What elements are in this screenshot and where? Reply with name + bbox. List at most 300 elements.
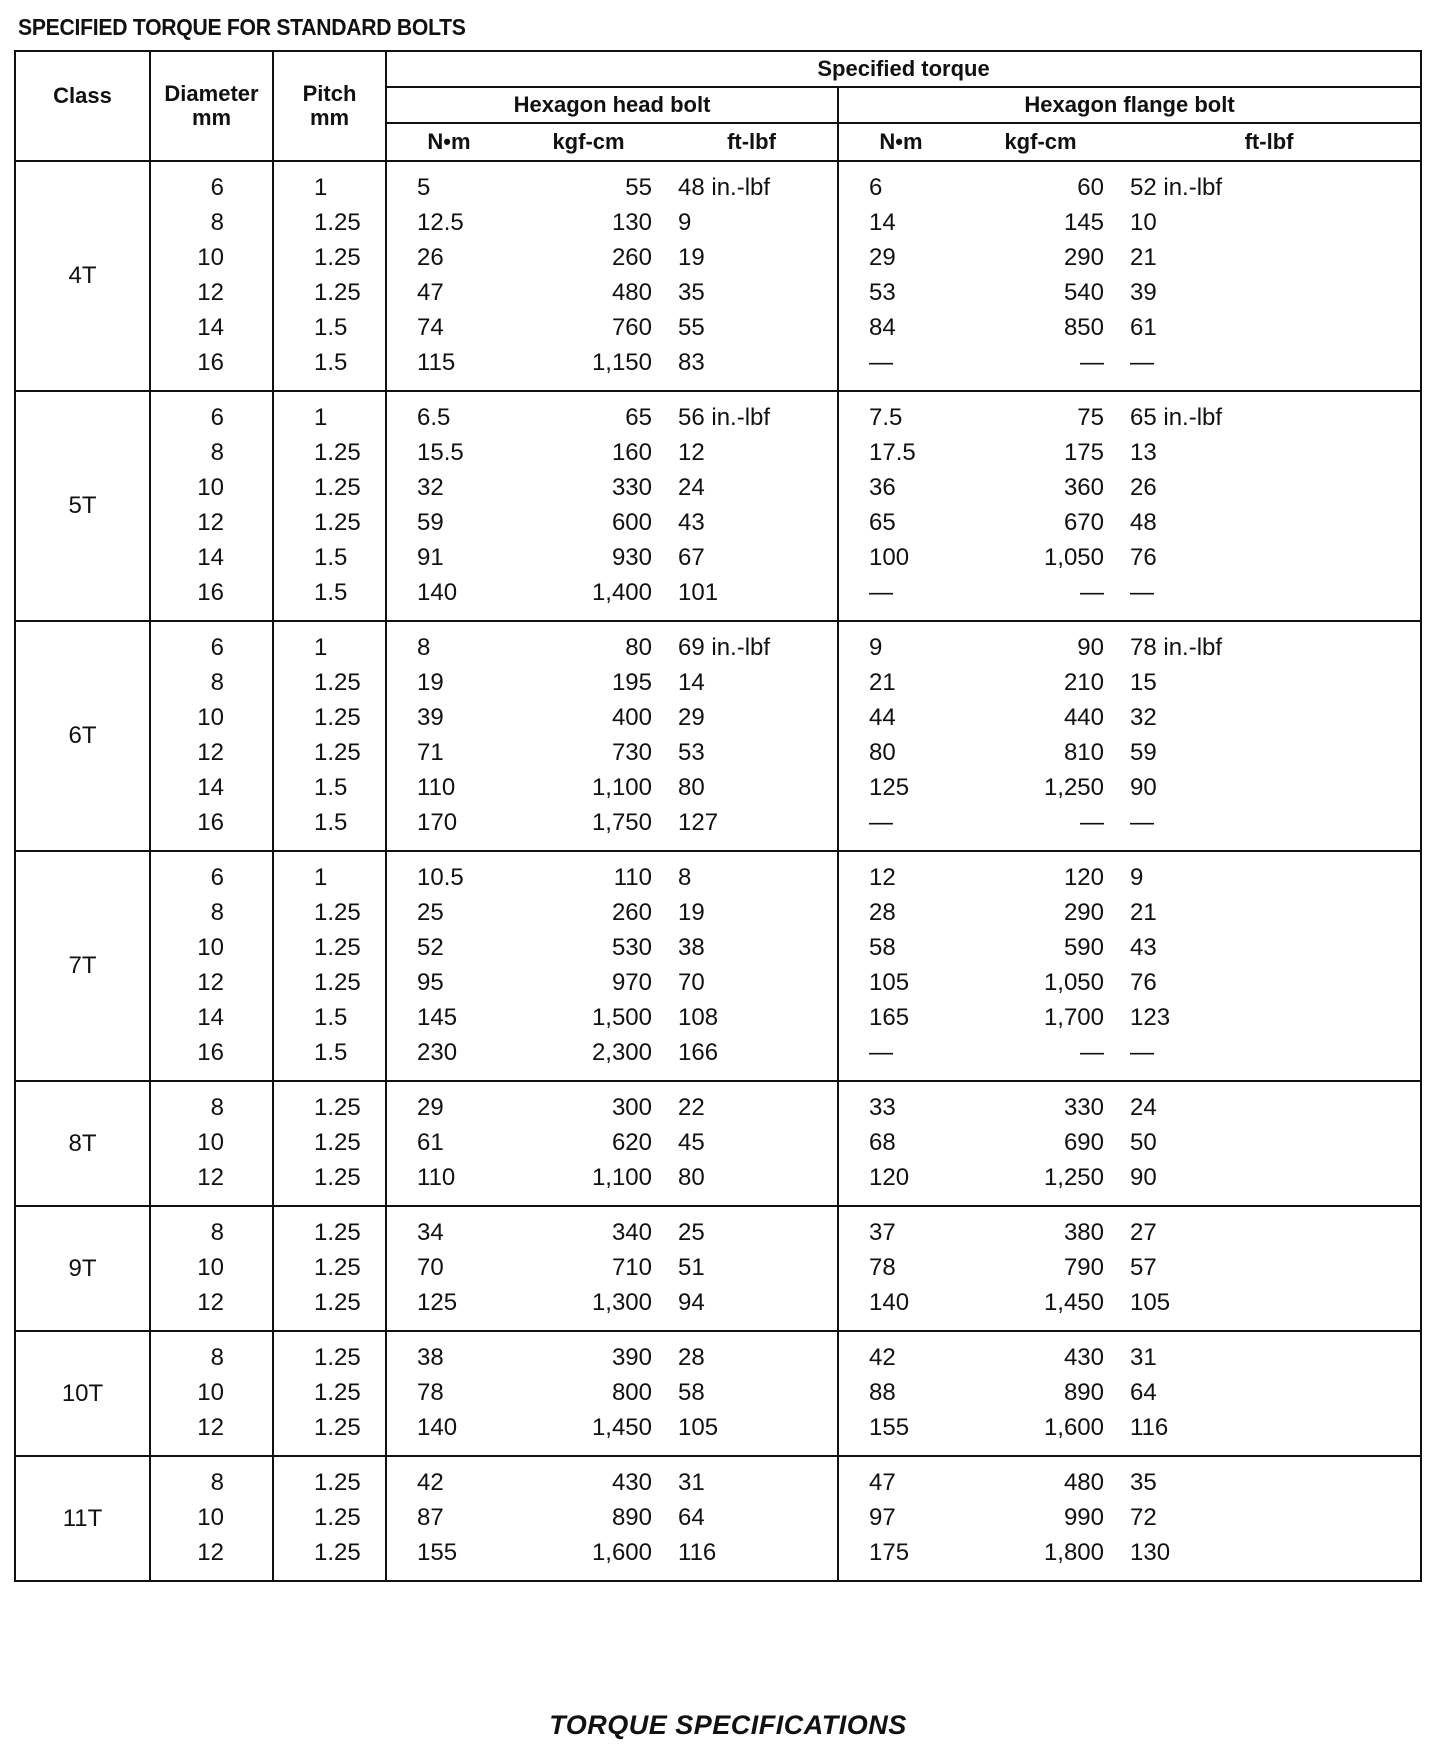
flange-ft-value: 43 [1130, 934, 1157, 961]
head-kgf-value: 80 [625, 634, 652, 661]
flange-nm-value: 78 [869, 1254, 896, 1281]
flange-nm-value: 12 [869, 864, 896, 891]
head-kgf-value: 65 [625, 404, 652, 431]
flange-kgf-value: — [1080, 349, 1104, 376]
diameter-column-cell [150, 1456, 273, 1581]
header-hex-head-bolt: Hexagon head bolt [386, 87, 838, 123]
flange-nm-value: 21 [869, 669, 896, 696]
head-kgf-value: 1,150 [591, 349, 652, 376]
head-kgf-value: 730 [611, 739, 652, 766]
diameter-column-cell [150, 621, 273, 851]
head-nm-value: 19 [417, 669, 444, 696]
flange-kgf-value: 430 [1063, 1344, 1104, 1371]
flange-nm-value: 36 [869, 474, 896, 501]
flange-ft-value: — [1130, 809, 1154, 836]
head-kgf-value: 195 [611, 669, 652, 696]
pitch-value: 1.5 [314, 1004, 348, 1031]
flange-kgf-column-cell [963, 1456, 1118, 1581]
flange-ft-column-cell [1118, 1206, 1421, 1331]
flange-kgf-column-cell [963, 161, 1118, 391]
pitch-value: 1.25 [314, 739, 361, 766]
page-title: SPECIFIED TORQUE FOR STANDARD BOLTS [18, 14, 466, 40]
pitch-value: 1.25 [314, 209, 361, 236]
head-kgf-value: 110 [613, 864, 652, 891]
head-ft-value: 31 [678, 1469, 705, 1496]
flange-ft-value: 57 [1130, 1254, 1157, 1281]
flange-ft-value: 52 in.-lbf [1130, 174, 1223, 201]
diameter-value: 8 [210, 209, 224, 236]
flange-kgf-value: 120 [1063, 864, 1104, 891]
pitch-value: 1.25 [314, 439, 361, 466]
diameter-value: 16 [197, 579, 224, 606]
flange-nm-value: — [869, 349, 893, 376]
header-diameter-label: Diameter [164, 80, 259, 106]
head-kgf-value: 1,300 [591, 1289, 652, 1316]
class-group-row [15, 621, 1421, 851]
head-ft-value: 80 [678, 1164, 705, 1191]
head-nm-value: 125 [417, 1289, 458, 1316]
flange-nm-value: 53 [869, 279, 896, 306]
head-kgf-value: 890 [611, 1504, 652, 1531]
head-kgf-column-cell [511, 1456, 666, 1581]
pitch-value: 1.25 [314, 1469, 361, 1496]
flange-kgf-value: 1,250 [1043, 1164, 1104, 1191]
flange-ft-value: 61 [1130, 314, 1157, 341]
head-ft-column-cell [666, 161, 838, 391]
head-kgf-value: 2,300 [591, 1039, 652, 1066]
pitch-value: 1.5 [314, 544, 348, 571]
class-cell: 8T [15, 1081, 150, 1206]
diameter-value: 12 [197, 509, 224, 536]
head-nm-column-cell [386, 161, 511, 391]
flange-nm-column-cell [838, 1456, 963, 1581]
flange-ft-value: — [1130, 349, 1154, 376]
diameter-column-cell [150, 851, 273, 1081]
pitch-value: 1.5 [314, 774, 348, 801]
header-class-label: Class [53, 82, 112, 108]
flange-kgf-value: 1,050 [1043, 969, 1104, 996]
head-nm-value: 12.5 [417, 209, 464, 236]
flange-ft-value: 116 [1130, 1414, 1169, 1441]
flange-nm-value: — [869, 579, 893, 606]
head-nm-value: 230 [417, 1039, 458, 1066]
head-kgf-value: 1,100 [591, 1164, 652, 1191]
diameter-value: 10 [197, 244, 224, 271]
pitch-value: 1.25 [314, 1094, 361, 1121]
pitch-value: 1.5 [314, 349, 348, 376]
head-ft-value: 64 [678, 1504, 705, 1531]
flange-nm-value: 58 [869, 934, 896, 961]
flange-ft-column-cell [1118, 1081, 1421, 1206]
head-kgf-value: 55 [625, 174, 652, 201]
pitch-value: 1 [314, 174, 328, 201]
flange-nm-value: — [869, 809, 893, 836]
diameter-column-cell [150, 1331, 273, 1456]
pitch-value: 1.25 [314, 934, 361, 961]
pitch-value: 1 [314, 634, 328, 661]
head-ft-column-cell [666, 1081, 838, 1206]
head-kgf-column-cell [511, 161, 666, 391]
head-ft-value: 25 [678, 1219, 705, 1246]
flange-kgf-value: 1,250 [1043, 774, 1104, 801]
pitch-value: 1.5 [314, 314, 348, 341]
head-nm-column-cell [386, 851, 511, 1081]
diameter-value: 10 [197, 1254, 224, 1281]
flange-ft-value: 90 [1130, 1164, 1157, 1191]
head-nm-value: 34 [417, 1219, 444, 1246]
head-kgf-value: 760 [611, 314, 652, 341]
head-nm-value: 170 [417, 809, 458, 836]
diameter-value: 12 [197, 1539, 224, 1566]
head-nm-value: 42 [417, 1469, 444, 1496]
head-ft-value: 69 in.-lbf [678, 634, 771, 661]
flange-ft-value: 10 [1130, 209, 1157, 236]
head-ft-value: 38 [678, 934, 705, 961]
diameter-value: 6 [210, 174, 224, 201]
flange-ft-value: 48 [1130, 509, 1157, 536]
pitch-value: 1 [314, 864, 328, 891]
head-ft-value: 8 [678, 864, 692, 891]
head-ft-value: 116 [678, 1539, 717, 1566]
flange-nm-column-cell [838, 851, 963, 1081]
pitch-value: 1.25 [314, 1254, 361, 1281]
flange-nm-value: 42 [869, 1344, 896, 1371]
flange-kgf-value: 290 [1063, 899, 1104, 926]
head-nm-value: 145 [417, 1004, 458, 1031]
flange-kgf-value: — [1080, 1039, 1104, 1066]
unit-head-nm: N•m [386, 123, 511, 161]
flange-nm-value: 165 [869, 1004, 910, 1031]
flange-ft-value: 123 [1130, 1004, 1171, 1031]
head-kgf-column-cell [511, 391, 666, 621]
head-ft-value: 19 [678, 899, 705, 926]
flange-ft-column-cell [1118, 851, 1421, 1081]
flange-nm-value: — [869, 1039, 893, 1066]
flange-nm-value: 7.5 [869, 404, 903, 431]
head-kgf-value: 1,100 [591, 774, 652, 801]
flange-kgf-value: 1,450 [1043, 1289, 1104, 1316]
head-kgf-value: 970 [611, 969, 652, 996]
diameter-column-cell [150, 161, 273, 391]
head-kgf-value: 800 [611, 1379, 652, 1406]
flange-ft-value: 64 [1130, 1379, 1157, 1406]
head-ft-value: 67 [678, 544, 705, 571]
head-kgf-column-cell [511, 1206, 666, 1331]
head-nm-value: 91 [417, 544, 444, 571]
head-nm-value: 26 [417, 244, 444, 271]
class-group-row [15, 851, 1421, 1081]
diameter-value: 10 [197, 934, 224, 961]
flange-nm-value: 100 [869, 544, 910, 571]
flange-kgf-value: 790 [1063, 1254, 1104, 1281]
flange-kgf-value: 690 [1063, 1129, 1104, 1156]
flange-ft-value: 76 [1130, 969, 1157, 996]
pitch-value: 1.25 [314, 704, 361, 731]
head-kgf-value: 130 [611, 209, 652, 236]
flange-ft-value: — [1130, 1039, 1154, 1066]
pitch-value: 1.25 [314, 1289, 361, 1316]
head-nm-value: 38 [417, 1344, 444, 1371]
pitch-column-cell [273, 161, 386, 391]
flange-nm-value: 14 [869, 209, 896, 236]
header-pitch-label: Pitch [302, 80, 357, 106]
head-ft-value: 9 [678, 209, 692, 236]
pitch-column-cell [273, 1331, 386, 1456]
flange-nm-value: 125 [869, 774, 910, 801]
class-group-row [15, 1081, 1421, 1206]
flange-ft-column-cell [1118, 391, 1421, 621]
pitch-column-cell [273, 621, 386, 851]
head-nm-column-cell [386, 621, 511, 851]
flange-ft-value: 26 [1130, 474, 1157, 501]
head-ft-value: 19 [678, 244, 705, 271]
flange-kgf-column-cell [963, 1081, 1118, 1206]
flange-ft-value: 39 [1130, 279, 1157, 306]
head-ft-value: 70 [678, 969, 705, 996]
head-nm-value: 47 [417, 279, 444, 306]
head-nm-value: 10.5 [417, 864, 464, 891]
diameter-value: 16 [197, 1039, 224, 1066]
flange-nm-column-cell [838, 391, 963, 621]
flange-kgf-value: 380 [1063, 1219, 1104, 1246]
flange-ft-value: 21 [1130, 899, 1157, 926]
flange-nm-value: 97 [869, 1504, 896, 1531]
head-nm-value: 140 [417, 579, 458, 606]
diameter-value: 12 [197, 1289, 224, 1316]
header-hex-flange-bolt: Hexagon flange bolt [838, 87, 1421, 123]
flange-ft-value: — [1130, 579, 1154, 606]
head-ft-value: 53 [678, 739, 705, 766]
flange-nm-value: 47 [869, 1469, 896, 1496]
flange-nm-value: 84 [869, 314, 896, 341]
flange-kgf-column-cell [963, 391, 1118, 621]
flange-kgf-value: 175 [1063, 439, 1104, 466]
head-ft-value: 55 [678, 314, 705, 341]
flange-ft-value: 90 [1130, 774, 1157, 801]
flange-kgf-value: 210 [1063, 669, 1104, 696]
flange-nm-value: 44 [869, 704, 896, 731]
flange-kgf-value: 1,600 [1043, 1414, 1104, 1441]
diameter-value: 14 [197, 544, 224, 571]
head-ft-value: 24 [678, 474, 705, 501]
head-ft-value: 127 [678, 809, 719, 836]
unit-flange-ft: ft-lbf [1118, 123, 1421, 161]
flange-kgf-value: 75 [1077, 404, 1104, 431]
flange-ft-value: 32 [1130, 704, 1157, 731]
unit-head-ft: ft-lbf [666, 123, 838, 161]
flange-ft-value: 35 [1130, 1469, 1157, 1496]
flange-kgf-value: 590 [1063, 934, 1104, 961]
head-nm-value: 110 [417, 1164, 456, 1191]
flange-kgf-column-cell [963, 851, 1118, 1081]
head-nm-column-cell [386, 1081, 511, 1206]
flange-ft-value: 72 [1130, 1504, 1157, 1531]
flange-kgf-value: 1,050 [1043, 544, 1104, 571]
flange-nm-value: 29 [869, 244, 896, 271]
class-cell: 10T [15, 1331, 150, 1456]
flange-nm-value: 88 [869, 1379, 896, 1406]
head-kgf-column-cell [511, 851, 666, 1081]
diameter-value: 16 [197, 349, 224, 376]
head-ft-value: 14 [678, 669, 705, 696]
head-ft-column-cell [666, 1331, 838, 1456]
flange-ft-value: 76 [1130, 544, 1157, 571]
diameter-value: 14 [197, 774, 224, 801]
head-ft-value: 56 in.-lbf [678, 404, 771, 431]
pitch-value: 1.25 [314, 1164, 361, 1191]
header-diameter-unit: mm [191, 105, 232, 130]
flange-nm-column-cell [838, 1331, 963, 1456]
flange-ft-value: 31 [1130, 1344, 1157, 1371]
caption: TORQUE SPECIFICATIONS [549, 1710, 907, 1740]
pitch-value: 1.25 [314, 899, 361, 926]
head-kgf-value: 160 [611, 439, 652, 466]
flange-kgf-column-cell [963, 621, 1118, 851]
head-nm-value: 39 [417, 704, 444, 731]
flange-kgf-value: 850 [1063, 314, 1104, 341]
pitch-value: 1.25 [314, 1539, 361, 1566]
diameter-value: 10 [197, 704, 224, 731]
pitch-value: 1.25 [314, 279, 361, 306]
flange-ft-column-cell [1118, 1331, 1421, 1456]
head-kgf-value: 600 [611, 509, 652, 536]
head-nm-value: 8 [417, 634, 431, 661]
flange-kgf-column-cell [963, 1331, 1118, 1456]
flange-ft-value: 78 in.-lbf [1130, 634, 1223, 661]
head-kgf-value: 390 [611, 1344, 652, 1371]
flange-ft-column-cell [1118, 161, 1421, 391]
flange-ft-column-cell [1118, 621, 1421, 851]
flange-kgf-column-cell [963, 1206, 1118, 1331]
head-ft-value: 12 [678, 439, 705, 466]
pitch-column-cell [273, 391, 386, 621]
head-nm-value: 5 [417, 174, 431, 201]
class-cell: 7T [15, 851, 150, 1081]
flange-ft-value: 130 [1130, 1539, 1171, 1566]
flange-ft-value: 50 [1130, 1129, 1157, 1156]
head-nm-value: 32 [417, 474, 444, 501]
head-ft-value: 29 [678, 704, 705, 731]
diameter-value: 12 [197, 969, 224, 996]
class-group-row [15, 1331, 1421, 1456]
flange-kgf-value: 810 [1063, 739, 1104, 766]
torque-table [14, 50, 1422, 1582]
head-ft-column-cell [666, 1206, 838, 1331]
diameter-value: 8 [210, 1094, 224, 1121]
diameter-value: 10 [197, 1504, 224, 1531]
flange-nm-value: 68 [869, 1129, 896, 1156]
pitch-value: 1.25 [314, 669, 361, 696]
diameter-value: 6 [210, 634, 224, 661]
flange-nm-value: 6 [869, 174, 883, 201]
diameter-column-cell [150, 391, 273, 621]
head-kgf-value: 1,750 [591, 809, 652, 836]
flange-kgf-value: 670 [1063, 509, 1104, 536]
diameter-value: 8 [210, 439, 224, 466]
head-kgf-value: 330 [611, 474, 652, 501]
pitch-value: 1.25 [314, 1129, 361, 1156]
diameter-value: 12 [197, 1164, 224, 1191]
pitch-value: 1.25 [314, 509, 361, 536]
head-nm-value: 61 [417, 1129, 444, 1156]
head-kgf-value: 710 [611, 1254, 652, 1281]
head-kgf-value: 930 [611, 544, 652, 571]
head-nm-column-cell [386, 1331, 511, 1456]
flange-nm-value: 80 [869, 739, 896, 766]
head-ft-value: 43 [678, 509, 705, 536]
head-nm-value: 115 [417, 349, 456, 376]
unit-flange-kgf: kgf-cm [963, 123, 1118, 161]
flange-kgf-value: 890 [1063, 1379, 1104, 1406]
class-cell: 4T [15, 161, 150, 391]
flange-nm-value: 175 [869, 1539, 910, 1566]
head-kgf-value: 400 [611, 704, 652, 731]
pitch-column-cell [273, 1456, 386, 1581]
unit-head-kgf: kgf-cm [511, 123, 666, 161]
class-cell: 5T [15, 391, 150, 621]
flange-ft-column-cell [1118, 1456, 1421, 1581]
head-ft-value: 166 [678, 1039, 719, 1066]
class-cell: 11T [15, 1456, 150, 1581]
class-cell: 9T [15, 1206, 150, 1331]
diameter-value: 12 [197, 739, 224, 766]
class-group-row [15, 161, 1421, 391]
header-class [15, 51, 150, 161]
head-nm-value: 140 [417, 1414, 458, 1441]
flange-nm-column-cell [838, 1081, 963, 1206]
diameter-column-cell [150, 1081, 273, 1206]
head-nm-value: 6.5 [417, 404, 451, 431]
class-group-row [15, 1206, 1421, 1331]
head-kgf-column-cell [511, 1081, 666, 1206]
head-nm-value: 70 [417, 1254, 444, 1281]
flange-kgf-value: 1,800 [1043, 1539, 1104, 1566]
pitch-column-cell [273, 851, 386, 1081]
flange-nm-column-cell [838, 621, 963, 851]
head-ft-value: 83 [678, 349, 705, 376]
class-group-row [15, 391, 1421, 621]
flange-nm-value: 9 [869, 634, 883, 661]
head-kgf-value: 530 [611, 934, 652, 961]
flange-ft-value: 105 [1130, 1289, 1171, 1316]
flange-ft-value: 27 [1130, 1219, 1157, 1246]
pitch-value: 1.25 [314, 1414, 361, 1441]
flange-kgf-value: 990 [1063, 1504, 1104, 1531]
flange-kgf-value: — [1080, 579, 1104, 606]
pitch-value: 1.5 [314, 809, 348, 836]
unit-flange-nm: N•m [838, 123, 963, 161]
flange-kgf-value: 540 [1063, 279, 1104, 306]
diameter-value: 6 [210, 864, 224, 891]
head-kgf-value: 620 [611, 1129, 652, 1156]
flange-kgf-value: 90 [1077, 634, 1104, 661]
head-nm-value: 25 [417, 899, 444, 926]
flange-nm-column-cell [838, 161, 963, 391]
diameter-value: 16 [197, 809, 224, 836]
flange-ft-value: 24 [1130, 1094, 1157, 1121]
flange-kgf-value: 480 [1063, 1469, 1104, 1496]
flange-ft-value: 15 [1130, 669, 1157, 696]
flange-kgf-value: 1,700 [1043, 1004, 1104, 1031]
head-ft-value: 51 [678, 1254, 705, 1281]
flange-nm-value: 105 [869, 969, 910, 996]
head-nm-value: 15.5 [417, 439, 464, 466]
diameter-value: 14 [197, 314, 224, 341]
pitch-value: 1.25 [314, 1379, 361, 1406]
head-kgf-value: 480 [611, 279, 652, 306]
diameter-value: 10 [197, 474, 224, 501]
head-ft-column-cell [666, 1456, 838, 1581]
